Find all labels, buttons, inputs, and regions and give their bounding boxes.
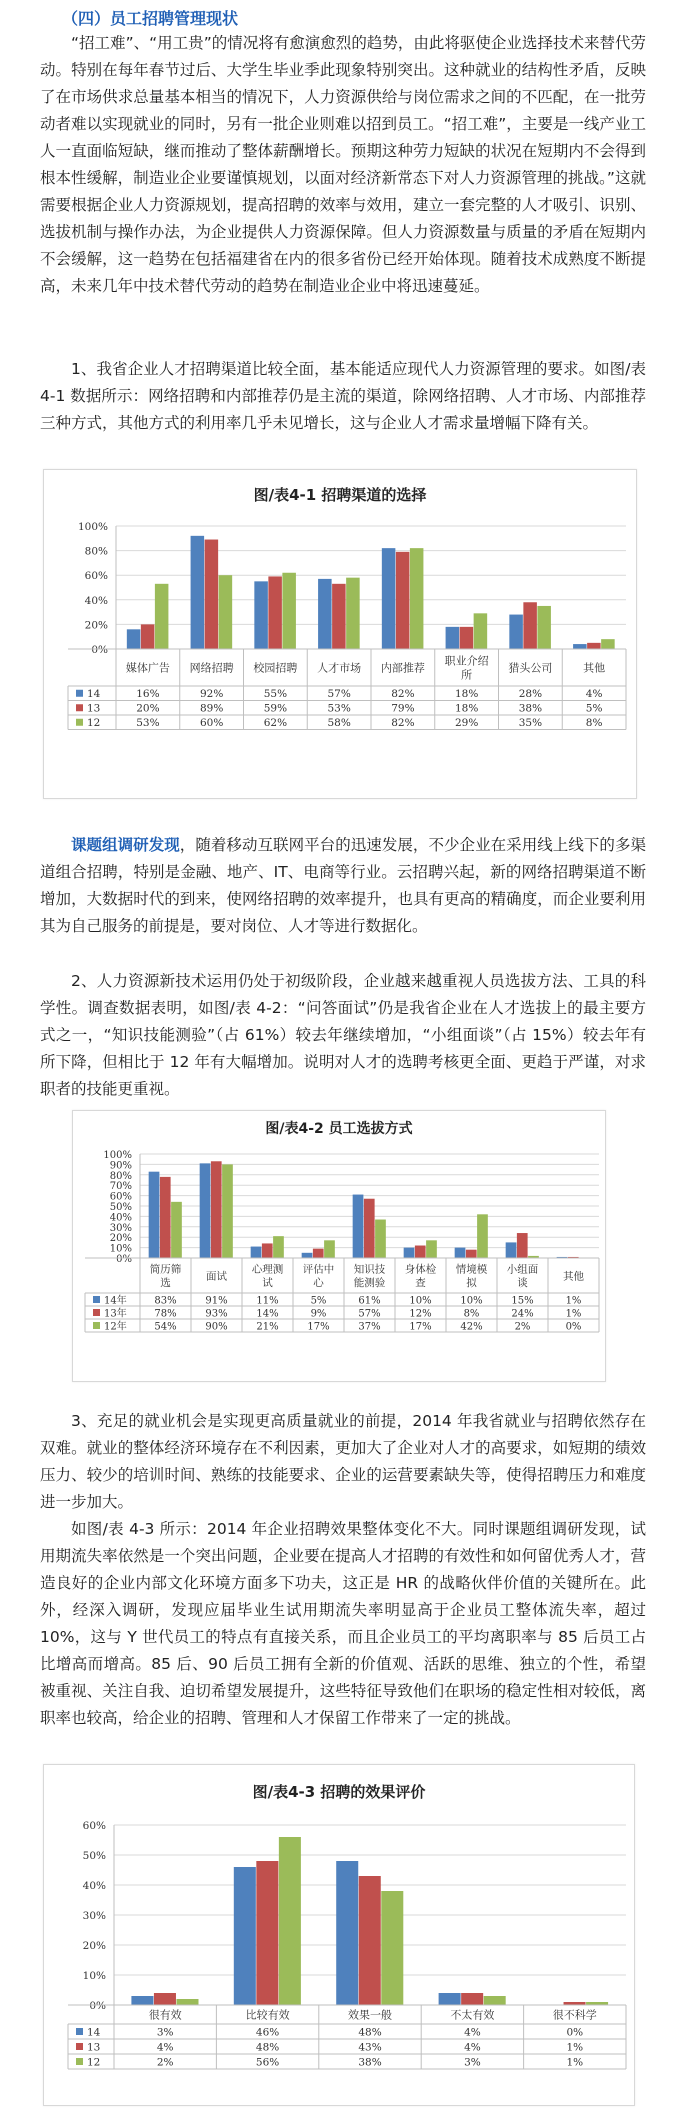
channel-data-label: 89% [199, 702, 224, 715]
selection-bar [160, 1177, 171, 1258]
channel-data-label: 53% [136, 717, 160, 730]
chart-recruitment-channels-svg [44, 470, 636, 798]
channel-data-label: 20% [136, 702, 160, 715]
selection-bar [455, 1248, 466, 1258]
chart-recruitment-effect-svg [44, 1765, 634, 2105]
selection-y-tick-label: 20% [109, 1233, 132, 1245]
channel-data-label: 79% [391, 702, 415, 715]
channel-bar [474, 613, 488, 649]
channel-data-label: 82% [391, 717, 415, 730]
channel-legend-label: 12 [87, 717, 101, 730]
selection-data-label: 14% [256, 1308, 279, 1320]
channel-bar [396, 552, 410, 649]
selection-category-label: 知识技 [353, 1263, 386, 1276]
channel-y-tick-label: 40% [84, 594, 108, 607]
selection-category-label: 谈 [517, 1277, 528, 1290]
channel-bar [268, 576, 282, 649]
effect-bar [359, 1876, 381, 2005]
effect-bar [461, 1993, 483, 2005]
channel-bar [573, 644, 587, 649]
selection-data-label: 93% [205, 1308, 228, 1320]
selection-legend-label: 14年 [104, 1295, 127, 1307]
channel-bar [601, 639, 615, 649]
effect-data-label: 46% [255, 2026, 280, 2039]
selection-data-label: 90% [205, 1321, 228, 1333]
selection-data-label: 8% [463, 1308, 480, 1320]
channel-bar [587, 643, 601, 649]
selection-bar [364, 1199, 375, 1258]
selection-category-label: 查 [415, 1277, 426, 1290]
selection-y-tick-label: 0% [116, 1254, 132, 1265]
paragraph-labor-shortage: “招工难”、“用工贵”的情况将有愈演愈烈的趋势，由此将驱使企业选择技术来替代劳动。特别在每年春节过后、大学生毕业季此现象特别突出。这种就业的结构性矛盾，反映了在市场供求总量基本相当的情况下，人力资源供给与岗位需求之间的不匹配，在一批劳动者难以实现就业的同时，另有一批企业则难以招到员工。“招工难”，主要是一线产业工人一直面临短缺，继而推动了整体薪酬增长。预期这种劳力短缺的状况在短期内不会得到根本性缓解，制造业企业要谨慎规划，以面对经济新常态下对人力资源管理的挑战。”这就需要根据企业人力资源规划，提高招聘的效率与效用，建立一套完整的人才吸引、识别、选拔机制与操作办法，为企业提供人力资源保障。但人力资源数量与质量的矛盾在短期内不会缓解，这一趋势在包括福建省在内的很多省份已经开始体现。随着技术成熟度不断提高，未来几年中技术替代劳动的趋势在制造业企业中将迅速蔓延。 [40, 34, 646, 295]
effect-category-label: 很不科学 [552, 2008, 597, 2022]
selection-data-label: 83% [154, 1295, 177, 1307]
selection-data-label: 12% [409, 1308, 432, 1320]
channel-bar [191, 536, 205, 649]
channel-category-label: 内部推荐 [380, 661, 425, 675]
channel-bar [155, 584, 169, 649]
channel-data-label: 59% [263, 702, 288, 715]
channel-bar [282, 573, 296, 649]
selection-bar [477, 1214, 488, 1258]
effect-legend-swatch [76, 2028, 83, 2035]
channel-y-tick-label: 0% [91, 644, 108, 656]
effect-legend-label: 13 [87, 2041, 101, 2054]
effect-bar [154, 1993, 176, 2005]
selection-data-label: 11% [256, 1295, 279, 1307]
channel-y-tick-label: 100% [77, 521, 108, 533]
selection-data-label: 17% [409, 1321, 432, 1333]
effect-legend-swatch [76, 2058, 83, 2065]
effect-bar [336, 1861, 358, 2005]
selection-data-label: 54% [154, 1321, 177, 1333]
selection-category-label: 心 [313, 1277, 324, 1290]
effect-data-label: 1% [566, 2056, 584, 2069]
effect-y-tick-label: 20% [82, 1940, 106, 1952]
effect-category-label: 比较有效 [245, 2008, 290, 2022]
effect-data-label: 1% [566, 2041, 584, 2054]
selection-legend-swatch [93, 1309, 100, 1316]
selection-category-label: 面试 [206, 1270, 227, 1283]
effect-data-label: 56% [255, 2056, 280, 2069]
selection-legend-label: 12年 [104, 1321, 127, 1333]
selection-data-label: 57% [358, 1308, 381, 1320]
channel-legend-swatch [76, 719, 83, 726]
channel-legend-swatch [76, 690, 83, 697]
paragraph-selection-methods: 2、人力资源新技术运用仍处于初级阶段，企业越来越重视人员选拔方法、工具的科学性。调查数据表明，如图/表 4-2：“问答面试”仍是我省企业在人才选拔上的最主要方式之一，“知识技能测验”（占 61%）较去年继续增加，“小组面谈”（占 15%）较去年有所下降，但相比于 12 年有大幅增加。说明对人才的选聘考核更全面、更趋于严谨，对求职者的技能更重视。 [40, 972, 646, 1098]
selection-data-label: 61% [358, 1295, 381, 1307]
effect-legend-label: 12 [87, 2056, 101, 2069]
channel-y-tick-label: 60% [84, 570, 108, 583]
selection-data-label: 15% [511, 1295, 534, 1307]
effect-bar [234, 1867, 256, 2005]
channel-data-label: 18% [454, 688, 479, 701]
selection-bar [211, 1161, 222, 1258]
channel-bar [509, 615, 523, 649]
selection-data-label: 10% [409, 1295, 432, 1307]
selection-data-label: 5% [310, 1295, 327, 1307]
selection-legend-label: 13年 [104, 1308, 127, 1320]
effect-y-tick-label: 10% [82, 1970, 106, 1982]
channel-data-label: 82% [391, 688, 415, 701]
channel-data-label: 92% [199, 688, 224, 701]
selection-bar [506, 1242, 517, 1258]
selection-y-tick-label: 100% [103, 1150, 132, 1161]
channel-bar [382, 548, 396, 649]
channel-y-tick-label: 20% [84, 619, 108, 632]
research-finding-text: ，随着移动互联网平台的迅速发展，不少企业在采用线上线下的多渠道组合招聘，特别是金融、地产、IT、电商等行业。云招聘兴起，新的网络招聘渠道不断增加，大数据时代的到来，使网络招聘的效率提升，也具有更高的精确度，而企业要利用其为自己服务的前提是，要对岗位、人才等进行数据化。 [40, 836, 646, 935]
channel-data-label: 55% [263, 688, 288, 701]
channel-data-label: 16% [136, 688, 160, 701]
effect-data-label: 4% [464, 2041, 481, 2054]
selection-data-label: 91% [205, 1295, 228, 1307]
channel-bar [219, 575, 233, 649]
selection-category-label: 其他 [563, 1270, 584, 1283]
channel-data-label: 58% [327, 717, 351, 730]
selection-y-tick-label: 30% [109, 1222, 132, 1234]
selection-y-tick-label: 40% [109, 1212, 132, 1224]
paragraph-research-finding [40, 832, 646, 940]
channel-data-label: 18% [454, 702, 479, 715]
selection-category-label: 心理测 [251, 1263, 284, 1276]
effect-data-label: 48% [255, 2041, 280, 2054]
selection-bar [404, 1248, 415, 1258]
selection-bar [517, 1233, 528, 1258]
channel-bar [141, 624, 155, 649]
effect-data-label: 3% [464, 2056, 481, 2069]
effect-data-label: 3% [156, 2026, 174, 2039]
effect-bar [279, 1837, 301, 2005]
selection-bar [262, 1243, 273, 1258]
channel-chart-title: 图/表4-1 招聘渠道的选择 [253, 486, 427, 504]
channel-data-label: 38% [518, 702, 543, 715]
channel-data-label: 62% [263, 717, 288, 730]
effect-data-label: 38% [358, 2056, 382, 2069]
selection-y-tick-label: 70% [109, 1181, 132, 1193]
channel-category-label: 其他 [583, 661, 606, 675]
selection-category-label: 能测验 [353, 1277, 386, 1290]
channel-bar [446, 627, 460, 649]
selection-legend-swatch [93, 1322, 100, 1329]
effect-y-tick-label: 50% [82, 1850, 106, 1862]
selection-data-label: 17% [307, 1321, 330, 1333]
effect-bar [256, 1861, 278, 2005]
selection-data-label: 10% [460, 1295, 483, 1307]
selection-data-label: 24% [511, 1308, 534, 1320]
selection-data-label: 78% [154, 1308, 177, 1320]
selection-bar [313, 1249, 324, 1258]
channel-data-label: 57% [327, 688, 351, 701]
channel-bar [460, 627, 474, 649]
channel-data-label: 28% [518, 688, 543, 701]
effect-bar [381, 1891, 403, 2005]
selection-category-label: 拟 [466, 1277, 477, 1290]
channel-data-label: 4% [585, 688, 603, 701]
selection-bar [353, 1195, 364, 1258]
chart-recruitment-effect [43, 1764, 635, 2106]
channel-bar [346, 578, 360, 649]
effect-data-label: 4% [156, 2041, 174, 2054]
selection-bar [149, 1172, 160, 1258]
chart-recruitment-channels [43, 469, 637, 799]
channel-bar [523, 602, 537, 649]
channel-bar [205, 540, 219, 649]
paragraph-recruitment-channels: 1、我省企业人才招聘渠道比较全面，基本能适应现代人力资源管理的要求。如图/表 4-1 数据所示：网络招聘和内部推荐仍是主流的渠道，除网络招聘、人才市场、内部推荐三种方式，其他方式的利用率几乎未见增长，这与企业人才需求量增幅下降有关。 [40, 360, 646, 432]
selection-data-label: 9% [310, 1308, 327, 1320]
channel-legend-swatch [76, 704, 83, 711]
selection-bar [200, 1163, 211, 1258]
channel-legend-label: 13 [87, 702, 101, 715]
selection-bar [415, 1246, 426, 1258]
channel-category-label: 网络招聘 [189, 661, 234, 675]
effect-data-label: 48% [358, 2026, 382, 2039]
effect-bar [484, 1996, 506, 2005]
channel-bar [254, 581, 268, 649]
selection-category-label: 选 [160, 1277, 171, 1290]
channel-y-tick-label: 80% [84, 545, 108, 558]
channel-bar [318, 579, 332, 649]
effect-y-tick-label: 30% [82, 1910, 106, 1922]
selection-y-tick-label: 10% [109, 1243, 132, 1255]
selection-data-label: 2% [514, 1321, 531, 1333]
selection-category-label: 简历筛 [149, 1263, 182, 1276]
selection-y-tick-label: 60% [109, 1191, 132, 1203]
selection-category-label: 评估中 [302, 1263, 335, 1276]
channel-category-label: 校园招聘 [253, 661, 298, 675]
selection-data-label: 37% [358, 1321, 381, 1333]
selection-data-label: 0% [565, 1321, 582, 1333]
selection-bar [273, 1236, 284, 1258]
channel-data-label: 35% [518, 717, 543, 730]
effect-bar [176, 1999, 198, 2005]
selection-data-label: 1% [565, 1308, 582, 1320]
channel-category-label: 猎头公司 [508, 661, 553, 675]
selection-y-tick-label: 80% [109, 1170, 132, 1182]
selection-legend-swatch [93, 1296, 100, 1303]
channel-data-label: 5% [585, 702, 603, 715]
channel-data-label: 8% [585, 717, 603, 730]
selection-data-label: 1% [565, 1295, 582, 1307]
effect-data-label: 43% [358, 2041, 382, 2054]
selection-bar [171, 1202, 182, 1258]
channel-bar [537, 606, 551, 649]
selection-bar [222, 1164, 233, 1258]
selection-chart-title: 图/表4-2 员工选拔方式 [265, 1121, 413, 1137]
effect-y-tick-label: 40% [82, 1880, 106, 1892]
channel-category-label: 所 [461, 668, 473, 682]
effect-data-label: 2% [156, 2056, 174, 2069]
effect-chart-title: 图/表4-3 招聘的效果评价 [252, 1783, 426, 1801]
selection-category-label: 试 [262, 1277, 273, 1290]
effect-data-label: 4% [464, 2026, 481, 2039]
effect-y-tick-label: 60% [82, 1820, 106, 1832]
chart-selection-methods [72, 1110, 606, 1382]
effect-bar [131, 1996, 153, 2005]
effect-bar [439, 1993, 461, 2005]
effect-category-label: 不太有效 [450, 2008, 495, 2022]
effect-y-tick-label: 0% [89, 2000, 106, 2012]
selection-data-label: 42% [460, 1321, 483, 1333]
paragraph-recruitment-effect: 如图/表 4-3 所示：2014 年企业招聘效果整体变化不大。同时课题组调研发现，试用期流失率依然是一个突出问题，企业要在提高人才招聘的有效性和如何留优秀人才，营造良好的企业内部文化环境方面多下功夫，这正是 HR 的战略伙伴价值的关键所在。此外，经深入调研，发现应届毕业生试用期流失率明显高于企业员工整体流失率，超过 10%，这与 Y 世代员工的特点有直接关系，而且企业员工的平均离职率与 85 后员工占比增高而增高。85 后、90 后员工拥有全新的价值观、活跃的思维、独立的个性，希望被重视、关注自我、迫切希望发展提升，这些特征导致他们在职场的稳定性相对较低，离职率也较高，给企业的招聘、管理和人才保留工作带来了一定的挑战。 [40, 1520, 646, 1727]
selection-bar [375, 1220, 386, 1258]
effect-category-label: 很有效 [148, 2008, 182, 2022]
selection-category-label: 情境模 [455, 1263, 488, 1276]
channel-category-label: 人才市场 [317, 661, 362, 675]
selection-bar [466, 1250, 477, 1258]
channel-bar [127, 629, 141, 649]
selection-y-tick-label: 90% [109, 1160, 132, 1172]
research-finding-highlight: 课题组调研发现 [71, 836, 180, 854]
selection-bar [302, 1253, 313, 1258]
effect-data-label: 0% [566, 2026, 584, 2039]
channel-category-label: 媒体广告 [125, 661, 170, 675]
selection-bar [324, 1240, 335, 1258]
selection-bar [426, 1240, 437, 1258]
section-title: （四）员工招聘管理现状 [62, 9, 239, 28]
selection-category-label: 小组面 [506, 1263, 539, 1276]
channel-category-label: 职业介绍 [444, 654, 489, 668]
chart-selection-methods-svg [73, 1111, 605, 1381]
effect-category-label: 效果一般 [348, 2008, 392, 2022]
channel-data-label: 29% [454, 717, 479, 730]
channel-data-label: 53% [327, 702, 351, 715]
selection-category-label: 身体检 [404, 1263, 437, 1276]
channel-bar [410, 548, 424, 649]
channel-legend-label: 14 [87, 688, 101, 701]
selection-y-tick-label: 50% [109, 1202, 132, 1213]
selection-bar [251, 1247, 262, 1258]
selection-data-label: 21% [256, 1321, 279, 1333]
effect-legend-label: 14 [87, 2026, 101, 2039]
effect-legend-swatch [76, 2043, 83, 2050]
channel-data-label: 60% [199, 717, 224, 730]
channel-bar [332, 584, 346, 649]
paragraph-employment: 3、充足的就业机会是实现更高质量就业的前提，2014 年我省就业与招聘依然存在双难。就业的整体经济环境存在不利因素，更加大了企业对人才的高要求，如短期的绩效压力、较少的培训时间、熟练的技能要求、企业的运营要素缺失等，使得招聘压力和难度进一步加大。 [40, 1412, 646, 1511]
